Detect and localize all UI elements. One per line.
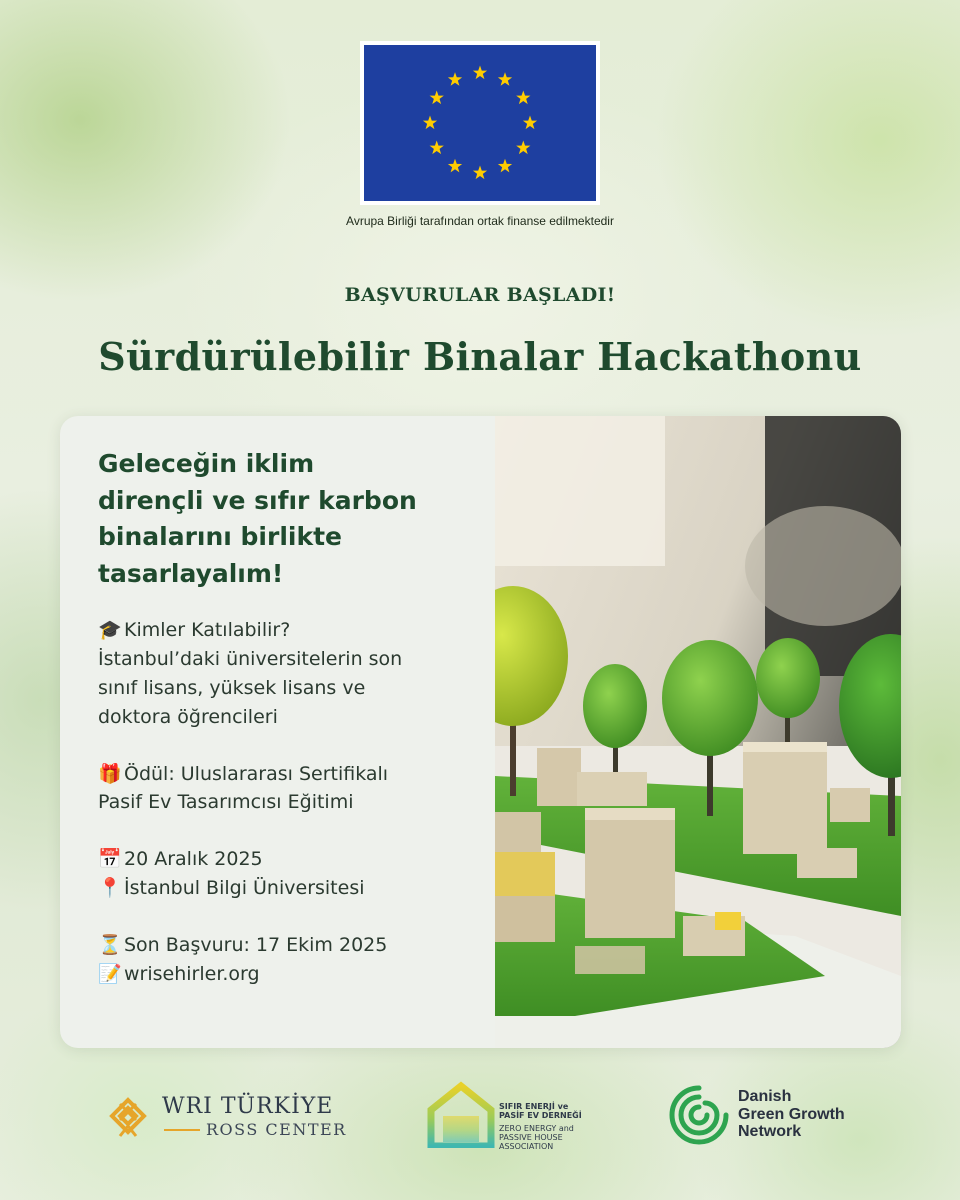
venue-line bbox=[98, 874, 518, 903]
eu-funding-caption: Avrupa Birliği tarafından ortak finanse edilmektedir bbox=[346, 214, 614, 228]
memo-icon: 📝 bbox=[98, 962, 122, 985]
zeph-name-en: ZERO ENERGY and PASSIVE HOUSE ASSOCIATION bbox=[499, 1124, 574, 1152]
website-line[interactable] bbox=[98, 960, 518, 989]
deadline-line bbox=[98, 931, 518, 960]
deadline-text: Son Başvuru: 17 Ekim 2025 bbox=[124, 934, 388, 956]
card-text bbox=[98, 446, 518, 989]
eligibility-text: İstanbul’daki üniversitelerin son sınıf lisans, yüksek lisans ve doktora öğrencileri bbox=[98, 647, 403, 728]
event-venue: İstanbul Bilgi Üniversitesi bbox=[124, 877, 365, 900]
zero-energy-passive-house-logo bbox=[427, 1080, 607, 1150]
prize-block bbox=[98, 760, 518, 818]
applications-open-kicker: BAŞVURULAR BAŞLADI! bbox=[344, 284, 616, 306]
spiral-icon bbox=[668, 1084, 730, 1146]
zeph-name-tr: SIFIR ENERJİ ve PASİF EV DERNEĞİ bbox=[499, 1102, 582, 1121]
eu-flag bbox=[360, 41, 600, 205]
prize-text: Ödül: Uluslararası Sertifikalı Pasif Ev Tasarımcısı Eğitimi bbox=[98, 762, 389, 814]
eligibility-block bbox=[98, 616, 518, 732]
page-title: Sürdürülebilir Binalar Hackathonu bbox=[98, 334, 862, 379]
house-icon bbox=[427, 1080, 495, 1148]
wri-name: WRI TÜRKİYE bbox=[162, 1094, 334, 1119]
wri-divider bbox=[164, 1129, 200, 1131]
graduation-cap-icon: 🎓 bbox=[98, 619, 122, 641]
event-info bbox=[98, 616, 518, 989]
calendar-icon: 📅 bbox=[98, 848, 122, 871]
green-city-model-image bbox=[495, 416, 901, 1048]
wri-turkiye-logo bbox=[106, 1094, 366, 1144]
dggn-name: Danish Green Growth Network bbox=[738, 1088, 845, 1141]
date-line bbox=[98, 845, 518, 874]
hourglass-icon: ⏳ bbox=[98, 934, 122, 956]
wri-mark-icon bbox=[106, 1096, 150, 1140]
gift-icon: 🎁 bbox=[98, 762, 122, 785]
website-link[interactable]: wrisehirler.org bbox=[124, 962, 260, 985]
eligibility-label: Kimler Katılabilir? bbox=[124, 619, 291, 641]
eu-flag-stars bbox=[364, 45, 596, 201]
card-headline: Geleceğin iklim dirençli ve sıfır karbon binalarını birlikte tasarlayalım! bbox=[98, 449, 417, 588]
event-date: 20 Aralık 2025 bbox=[124, 848, 263, 871]
pin-icon: 📍 bbox=[98, 877, 122, 900]
danish-green-growth-network-logo bbox=[668, 1084, 878, 1148]
wri-subtitle: ROSS CENTER bbox=[206, 1120, 347, 1139]
info-card bbox=[60, 416, 901, 1048]
